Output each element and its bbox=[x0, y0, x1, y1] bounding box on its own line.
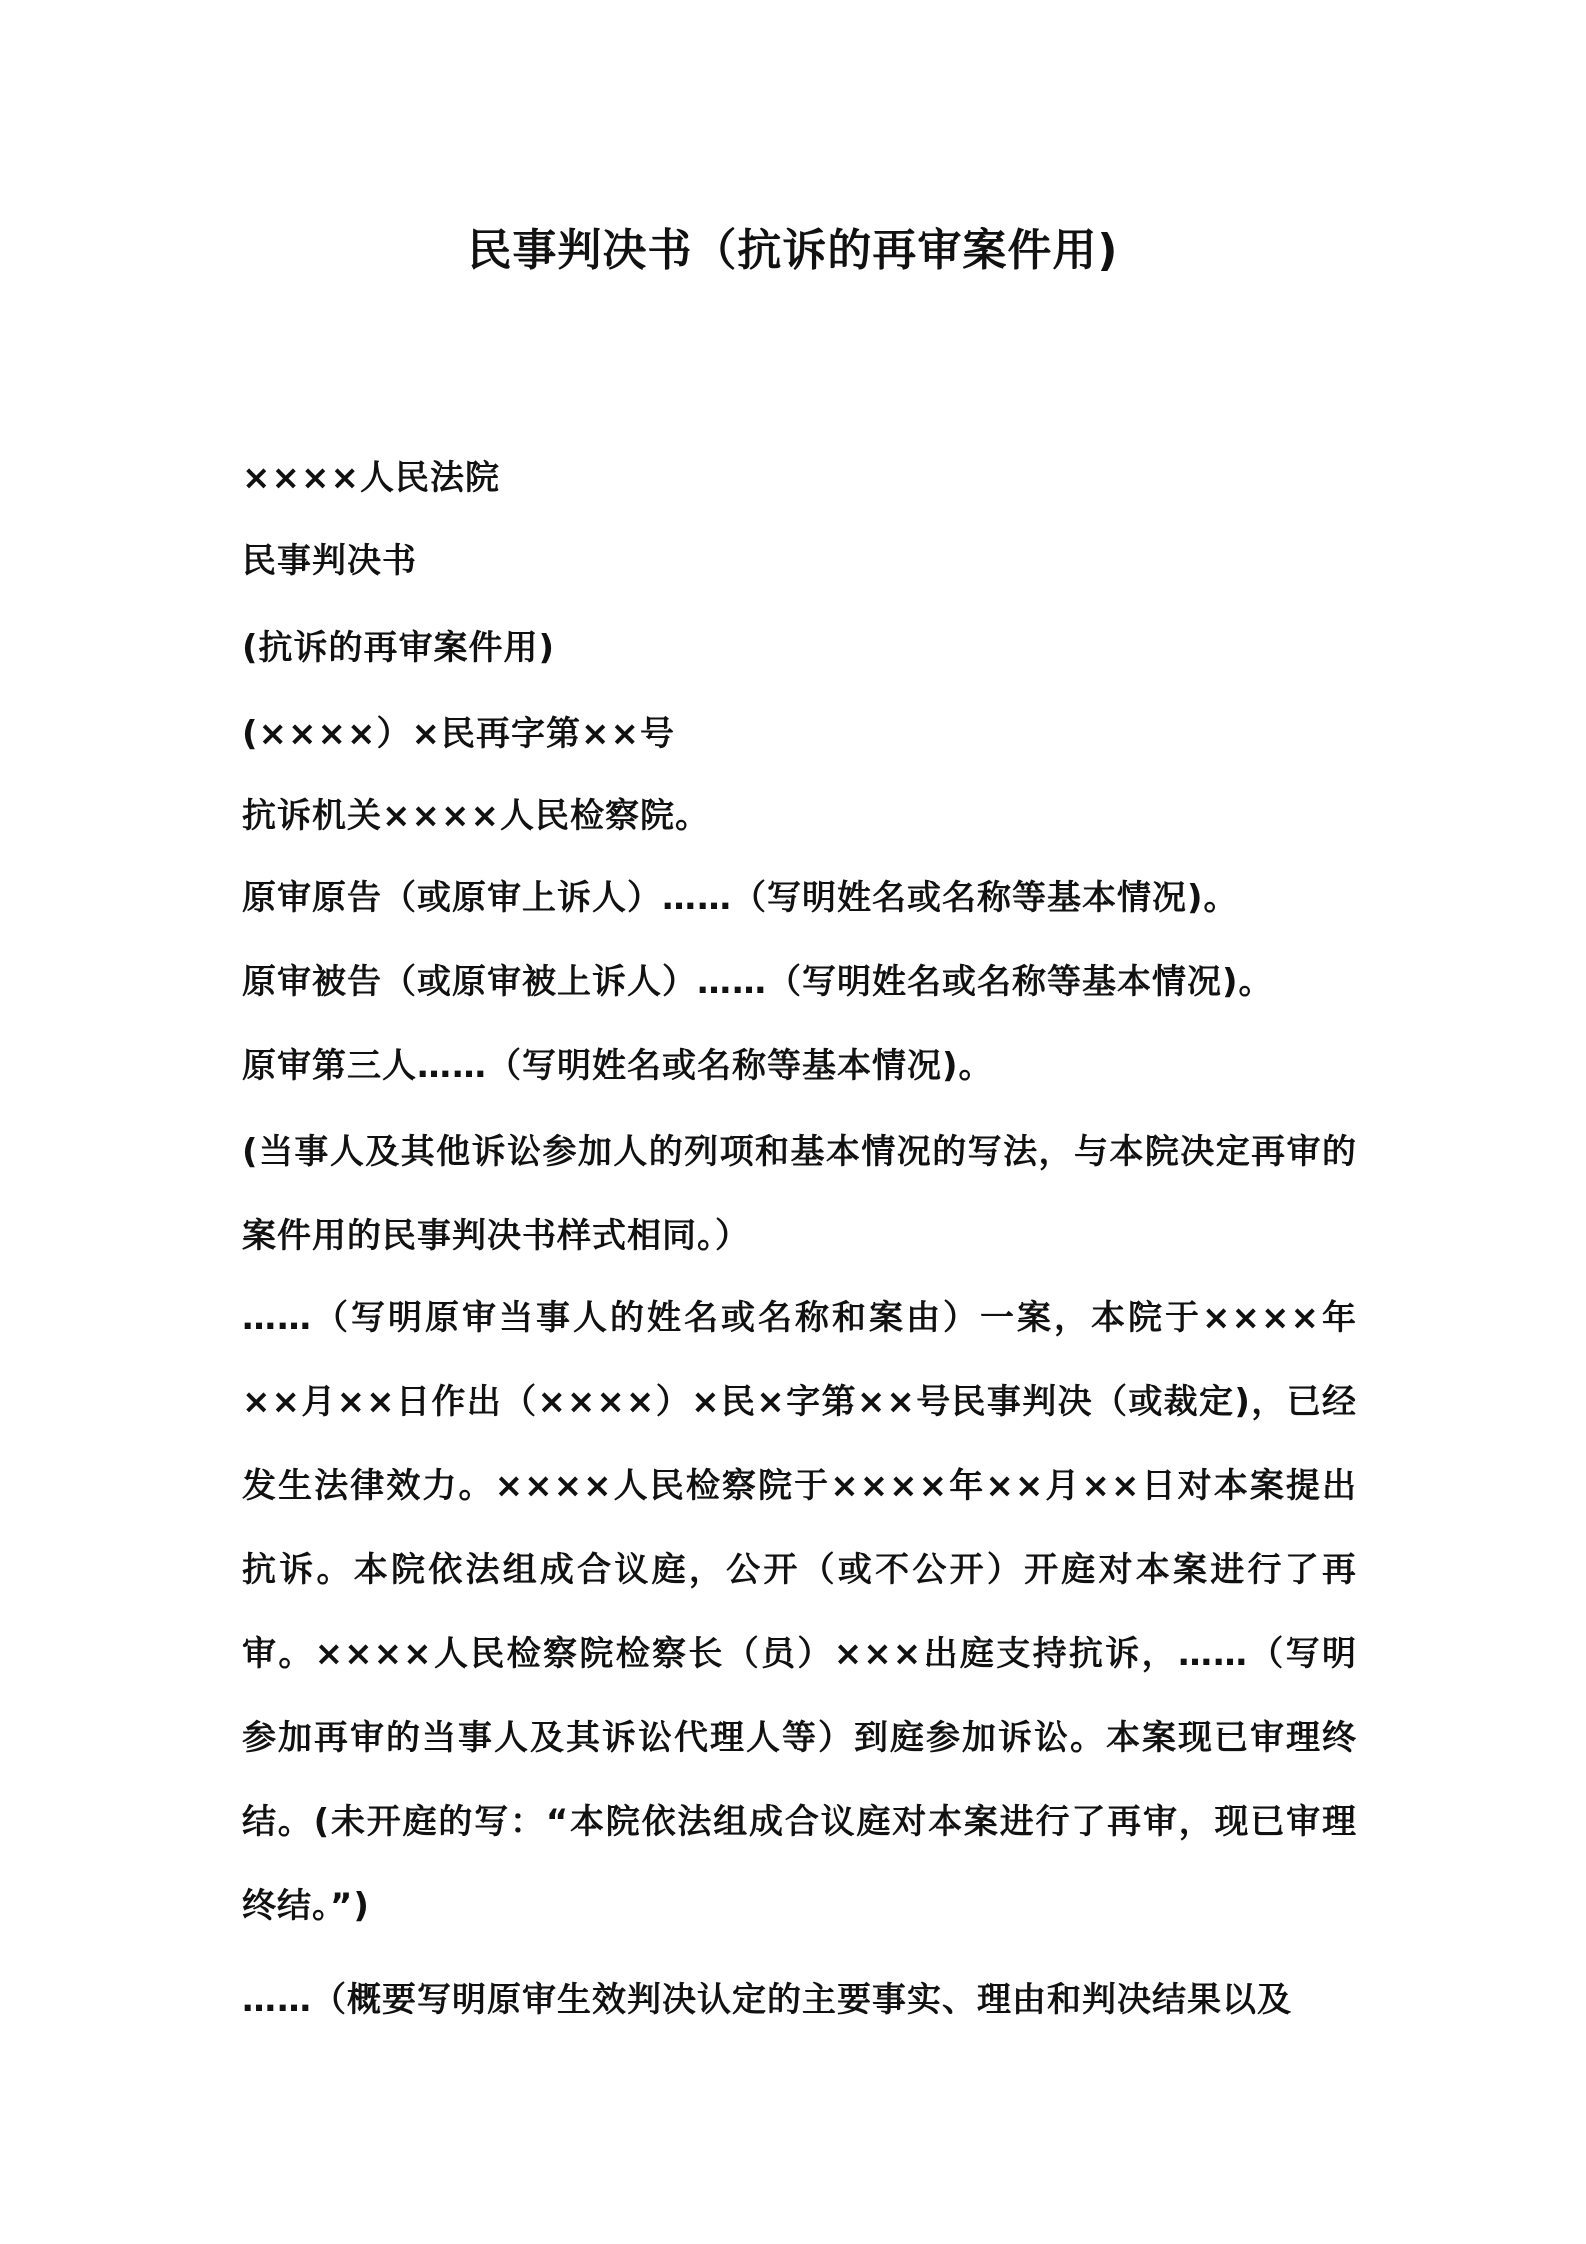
defendant-line: 原审被告（或原审被上诉人）……（写明姓名或名称等基本情况)。 bbox=[242, 962, 1274, 1002]
case-number: (××××）×民再字第××号 bbox=[242, 714, 675, 754]
court-name: ××××人民法院 bbox=[242, 458, 500, 498]
prosecutor-line: 抗诉机关××××人民检察院。 bbox=[242, 796, 710, 836]
procedure-paragraph: ……（写明原审当事人的姓名或名称和案由）一案，本院于××××年××月××日作出（××××）×民×字第××号民事判决（或裁定)，已经发生法律效力。××××人民检察院于××××年××月××日对本案提出抗诉。本院依法组成合议庭，公开（或不公开）开庭对本案进行了再审。××××人民检察院检察长（员）×××出庭支持抗诉，……（写明参加再审的当事人及其诉讼代理人等）到庭参加诉讼。本案现已审理终结。(未开庭的写：“本院依法组成合议庭对本案进行了再审，现已审理终结。”) bbox=[242, 1298, 1357, 1926]
parties-note-paragraph: (当事人及其他诉讼参加人的列项和基本情况的写法，与本院决定再审的案件用的民事判决书样式相同。） bbox=[242, 1132, 1357, 1256]
plaintiff-line: 原审原告（或原审上诉人）……（写明姓名或名称等基本情况)。 bbox=[242, 878, 1239, 918]
summary-paragraph: ……（概要写明原审生效判决认定的主要事实、理由和判决结果以及 bbox=[242, 1980, 1292, 2020]
third-party-line: 原审第三人……（写明姓名或名称等基本情况)。 bbox=[242, 1046, 994, 1086]
document-title: 民事判决书（抗诉的再审案件用) bbox=[467, 225, 1119, 276]
document-type: 民事判决书 bbox=[242, 541, 417, 581]
document-subtitle: (抗诉的再审案件用) bbox=[242, 628, 556, 668]
